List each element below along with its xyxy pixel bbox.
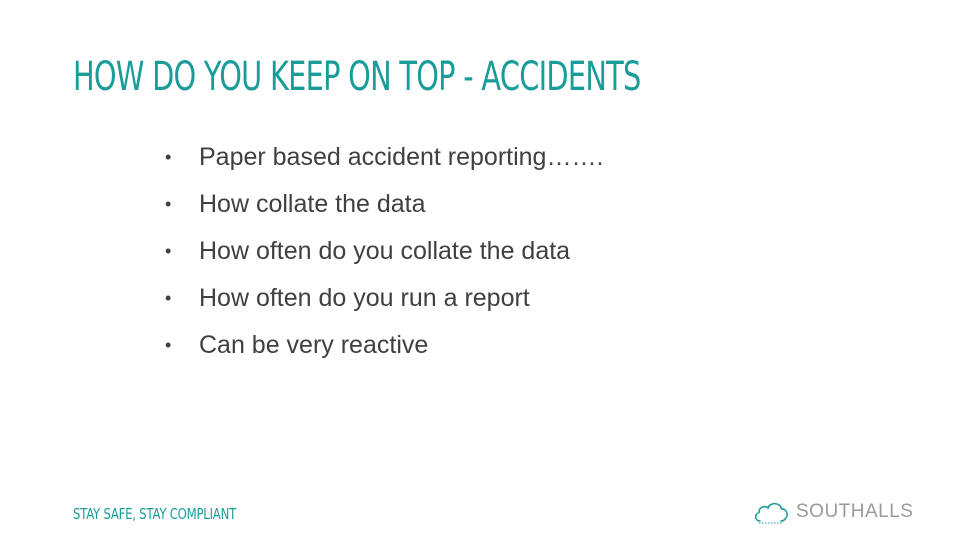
logo-wordmark: SOUTHALLS (796, 501, 914, 522)
bullet-list (165, 140, 603, 375)
bullet-marker: • (165, 241, 172, 261)
southalls-logo (752, 494, 913, 530)
bullet-text: Can be very reactive (199, 331, 429, 359)
slide-title: HOW DO YOU KEEP ON TOP - ACCIDENTS (73, 54, 641, 100)
bullet-text: Paper based accident reporting……. (199, 143, 604, 171)
bullet-item (165, 140, 603, 187)
cloud-icon (752, 497, 792, 527)
bullet-item (165, 234, 603, 281)
bullet-marker: • (165, 147, 172, 167)
bullet-item (165, 328, 603, 375)
bullet-marker: • (165, 288, 172, 308)
bullet-marker: • (165, 335, 172, 355)
bullet-item (165, 281, 603, 328)
bullet-text: How often do you collate the data (199, 237, 571, 265)
bullet-text: How often do you run a report (199, 284, 530, 312)
bullet-text: How collate the data (199, 190, 426, 218)
bullet-item (165, 187, 603, 234)
footer-tagline: STAY SAFE, STAY COMPLIANT (73, 505, 237, 523)
bullet-marker: • (165, 194, 172, 214)
